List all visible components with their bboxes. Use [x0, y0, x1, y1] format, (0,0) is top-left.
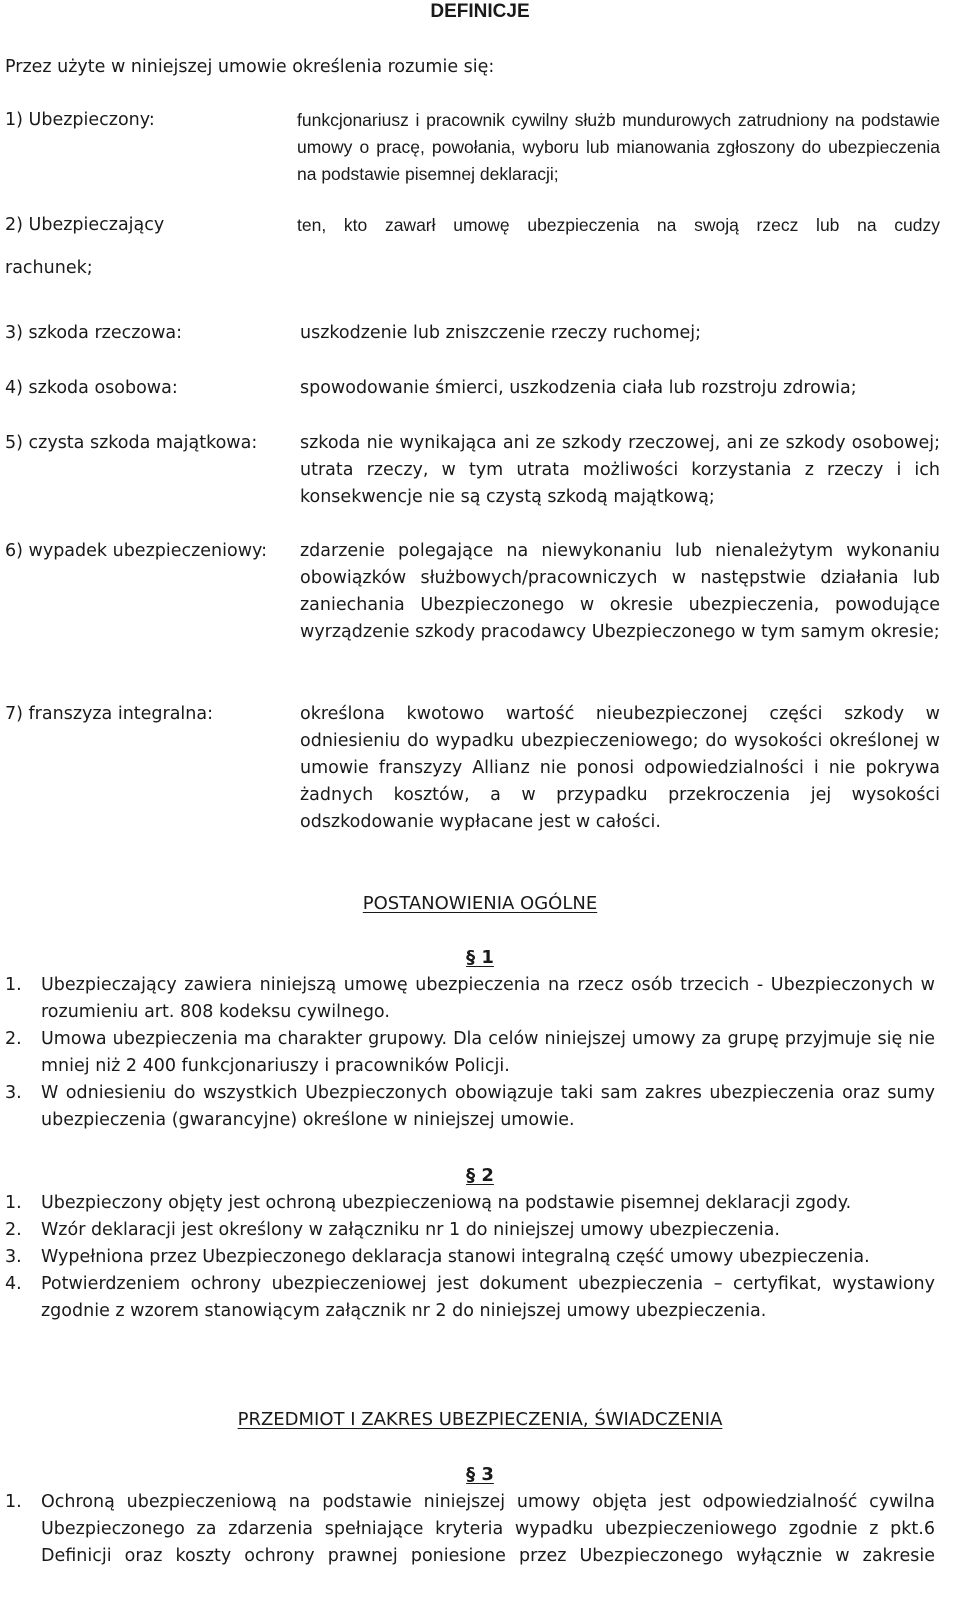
- list-item-text: W odniesieniu do wszystkich Ubezpieczonych obowiązuje taki sam zakres ubezpieczenia oraz sumy ubezpieczenia (gwarancyjne) określone w niniejszej umowie.: [41, 1083, 935, 1130]
- definition-term: 3) szkoda rzeczowa:: [5, 323, 183, 343]
- document-title: DEFINICJE: [430, 1, 530, 22]
- paragraph-sign-text: § 2: [466, 1165, 494, 1186]
- paragraph-sign-2: [0, 1162, 960, 1189]
- list-item-text: Wypełniona przez Ubezpieczonego deklaracja stanowi integralną część umowy ubezpieczenia.: [41, 1247, 870, 1267]
- list-item-number: 4.: [5, 1274, 22, 1294]
- definition-continuation: rachunek;: [5, 258, 93, 278]
- definition-term: 1) Ubezpieczony:: [5, 110, 155, 130]
- list-item-number: 3.: [5, 1083, 22, 1103]
- list-item-number: 1.: [5, 1492, 22, 1512]
- list-item-text: Wzór deklaracji jest określony w załączniku nr 1 do niniejszej umowy ubezpieczenia.: [41, 1220, 780, 1240]
- list-item-number: 2.: [5, 1029, 22, 1049]
- definition-term: 6) wypadek ubezpieczeniowy:: [5, 541, 268, 561]
- definition-description: określona kwotowo wartość nieubezpieczonej części szkody w odniesieniu do wypadku ubezpieczeniowego; do wysokości określonej w umowie franszyzy Allianz nie ponosi odpowiedzialności i nie pokrywa żadnych kosztów, a w przypadku przekroczenia jej wysokości odszkodowanie wypłacane jest w całości.: [300, 704, 940, 832]
- paragraph-sign-3: [0, 1461, 960, 1488]
- list-item-text: Ubezpieczony objęty jest ochroną ubezpieczeniową na podstawie pisemnej deklaracji zgody.: [41, 1193, 852, 1213]
- list-item-text: Ochroną ubezpieczeniową na podstawie niniejszej umowy objęta jest odpowiedzialność cywilna Ubezpieczonego za zdarzenia spełniające kryteria wypadku ubezpieczeniowego zgodnie z pkt.6 Definicji oraz koszty ochrony prawnej poniesione przez Ubezpieczonego wyłącznie w zakresie: [41, 1492, 935, 1566]
- list-item-number: 1.: [5, 975, 22, 995]
- definitions-intro: Przez użyte w niniejszej umowie określenia rozumie się:: [5, 57, 495, 77]
- definition-term: 2) Ubezpieczający: [5, 215, 165, 235]
- list-item-text: Ubezpieczający zawiera niniejszą umowę ubezpieczenia na rzecz osób trzecich - Ubezpieczonych w rozumieniu art. 808 kodeksu cywilnego.: [41, 975, 935, 1022]
- paragraph-sign-text: § 3: [466, 1464, 494, 1485]
- definition-term: 7) franszyza integralna:: [5, 704, 214, 724]
- list-item-text: Umowa ubezpieczenia ma charakter grupowy. Dla celów niniejszej umowy za grupę przyjmuje się nie mniej niż 2 400 funkcjonariuszy i pracowników Policji.: [41, 1029, 935, 1076]
- section-title-general: POSTANOWIENIA OGÓLNE: [362, 893, 598, 914]
- paragraph-sign-text: § 1: [466, 947, 494, 968]
- section-title-scope: PRZEDMIOT I ZAKRES UBEZPIECZENIA, ŚWIADCZENIA: [237, 1409, 723, 1430]
- list-item-number: 2.: [5, 1220, 22, 1240]
- definition-description: zdarzenie polegające na niewykonaniu lub nienależytym wykonaniu obowiązków służbowych/pracowniczych w następstwie działania lub zaniechania Ubezpieczonego w okresie ubezpieczenia, powodujące wyrządzenie szkody pracodawcy Ubezpieczonego w tym samym okresie;: [300, 541, 940, 642]
- definition-description: spowodowanie śmierci, uszkodzenia ciała lub rozstroju zdrowia;: [300, 378, 857, 398]
- definition-description: szkoda nie wynikająca ani ze szkody rzeczowej, ani ze szkody osobowej; utrata rzeczy, w tym utrata możliwości korzystania z rzeczy i ich konsekwencje nie są czystą szkodą majątkową;: [300, 433, 940, 507]
- definition-description: uszkodzenie lub zniszczenie rzeczy ruchomej;: [300, 323, 702, 343]
- list-item-number: 3.: [5, 1247, 22, 1267]
- list-item-text: Potwierdzeniem ochrony ubezpieczeniowej jest dokument ubezpieczenia – certyfikat, wystawiony zgodnie z wzorem stanowiącym załącznik nr 2 do niniejszej umowy ubezpieczenia.: [41, 1274, 935, 1321]
- definition-description: funkcjonariusz i pracownik cywilny służb mundurowych zatrudniony na podstawie umowy o pracę, powołania, wyboru lub mianowania zgłoszony do ubezpieczenia na podstawie pisemnej deklaracji;: [297, 110, 940, 184]
- list-item-number: 1.: [5, 1193, 22, 1213]
- paragraph-sign-1: [0, 944, 960, 971]
- definition-term: 5) czysta szkoda majątkowa:: [5, 433, 258, 453]
- definition-term: 4) szkoda osobowa:: [5, 378, 178, 398]
- definition-description: ten, kto zawarł umowę ubezpieczenia na swoją rzecz lub na cudzy: [297, 215, 940, 235]
